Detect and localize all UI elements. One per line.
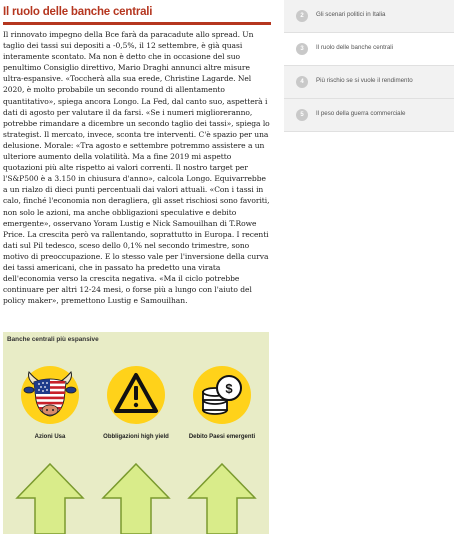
chapter-number-badge: 2 [296, 10, 308, 22]
infographic-title: Banche centrali più espansive [7, 336, 99, 343]
bull-usa-flag-icon [21, 366, 79, 424]
article-title: Il ruolo delle banche centrali [3, 6, 153, 18]
infographic-label: Obbligazioni high yield [103, 434, 169, 440]
up-arrow-icon [15, 462, 85, 534]
up-arrow-icon [101, 462, 171, 534]
article [3, 0, 271, 306]
svg-text:$: $ [225, 381, 233, 396]
coin-stack-icon [193, 366, 251, 424]
up-arrow-icon [187, 462, 257, 534]
infographic-label: Azioni Usa [34, 434, 66, 440]
sidebar-item-banche-centrali[interactable] [284, 33, 454, 66]
chapter-number-badge: 3 [296, 43, 308, 55]
sidebar-item-label: Gli scenari politici in Italia [316, 11, 386, 18]
sidebar-item-rischio-rendimento[interactable] [284, 66, 454, 99]
sidebar-item-label: Il ruolo delle banche centrali [316, 44, 394, 51]
sidebar-item-label: Il peso della guerra commerciale [316, 110, 406, 117]
title-divider [3, 22, 271, 25]
sidebar-item-guerra-commerciale[interactable] [284, 99, 454, 132]
article-body: Il rinnovato impegno della Bce farà da paracadute allo spread. Un taglio dei tassi sui depositi a -0,5%, il 12 settembre, è già quasi interamente scontato. Ma non è detto che in occasione del suo penultimo Consiglio direttivo, Mario Draghi annunci altre misure ultra-espansive. «Toccherà alla sua erede, Christine Lagarde. Nel 2020, è molto probabile un secondo round di allentamento quantitativo», spiega ancora Longo. La Fed, dal canto suo, aspetterà i dati di agosto per valutare il da farsi. «Se i numeri miglioreranno, potrebbe rimandare a dicembre un secondo taglio dei tassi», spiega lo strategist. Il mercato, invece, sconta tre interventi. C'è spazio per una delusione. Morale: «Tra agosto e settembre potremmo assistere a un ulteriore aumento della volatilità. Ma a fine 2019 mi aspetto quotazioni più alte rispetto ai valori correnti. Il nostro target per l'S&P500 è a 3.150 in chiusura d'anno», calcola Longo. Equivarrebbe a un rialzo di dieci punti percentuali dai valori attuali. «Con i tassi in calo, finché l'economia non deragliera, gli asset rischiosi sono favoriti, non solo le azioni, ma anche obbligazioni speculative e debito emergente», osservano Yoram Lustig e Nick Samouilhan di T.Rowe Price. La crescita però va rallentando, soprattutto in Europa. I recenti dati sul Pil tedesco, sceso dello 0,1% nel secondo trimestre, sono motivo di preoccupazione. E lo stesso vale per l'inversione della curva dei tassi americani, che in passato ha predetto una virata dell'economia verso la crescita negativa. «Ma il ciclo potrebbe continuare per altri 12-24 mesi, o forse più a lungo con l'aiuto del policy maker», premettono Lustig e Samouilhan. [3, 30, 270, 306]
chapter-sidebar [284, 0, 454, 132]
chapter-number-badge: 5 [296, 109, 308, 121]
sidebar-item-scenari-politici[interactable] [284, 0, 454, 33]
infographic-label: Debito Paesi emergenti [188, 434, 256, 440]
infographic [3, 332, 269, 534]
sidebar-item-label: Più rischio se si vuole il rendimento [316, 77, 413, 84]
chapter-number-badge: 4 [296, 76, 308, 88]
warning-triangle-icon [107, 366, 165, 424]
